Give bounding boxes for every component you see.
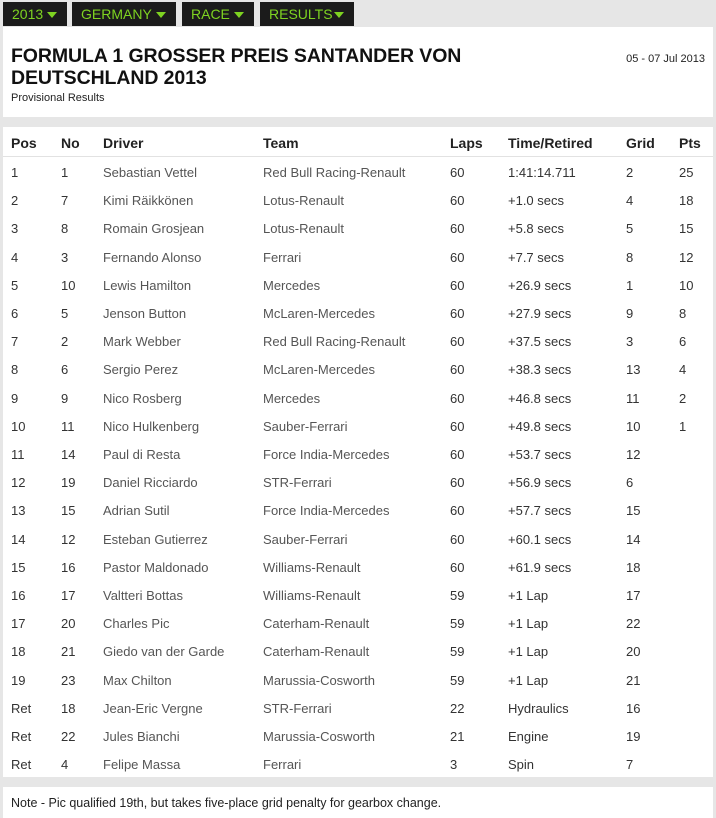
cell-laps: 3	[450, 757, 458, 773]
column-header-driver: Driver	[103, 135, 144, 151]
cell-pts: 10	[679, 277, 694, 293]
results-label: RESULTS	[269, 6, 333, 22]
cell-time: +1 Lap	[508, 672, 549, 688]
session-label: RACE	[191, 6, 230, 22]
cell-no: 19	[61, 475, 76, 491]
table-row	[3, 214, 713, 242]
table-row	[3, 158, 713, 186]
cell-pos: Ret	[11, 729, 32, 744]
cell-no: 4	[61, 757, 69, 773]
cell-laps: 60	[450, 447, 465, 462]
season-dropdown[interactable]	[3, 2, 67, 26]
page-title: FORMULA 1 GROSSER PREIS SANTANDER VON DEUTSCHLAND 2013	[11, 45, 462, 89]
cell-team: Caterham-Renault	[263, 616, 370, 632]
table-row	[3, 271, 713, 299]
cell-no: 6	[61, 362, 69, 378]
cell-laps: 59	[450, 588, 465, 603]
cell-team: McLaren-Mercedes	[263, 306, 375, 321]
cell-time: +26.9 secs	[508, 277, 572, 293]
cell-grid: 10	[626, 418, 641, 434]
cell-team: Red Bull Racing-Renault	[263, 334, 406, 350]
cell-grid: 11	[626, 390, 640, 406]
cell-team: Force India-Mercedes	[263, 503, 390, 519]
cell-laps: 59	[450, 644, 465, 660]
cell-pos: 13	[11, 503, 26, 519]
table-row	[3, 666, 713, 694]
cell-team: Ferrari	[263, 757, 302, 773]
cell-pos: 10	[11, 418, 26, 434]
cell-driver: Valtteri Bottas	[103, 588, 183, 603]
table-row	[3, 496, 713, 524]
table-row	[3, 355, 713, 383]
cell-time: +60.1 secs	[508, 531, 572, 547]
cell-pos: Ret	[11, 757, 32, 773]
session-dropdown[interactable]	[182, 2, 254, 26]
cell-laps: 60	[450, 362, 465, 378]
cell-grid: 9	[626, 306, 634, 321]
cell-driver: Sebastian Vettel	[103, 165, 197, 180]
cell-pos: 16	[11, 588, 26, 603]
cell-pts: 8	[679, 306, 687, 321]
footnote	[3, 787, 713, 818]
cell-laps: 60	[450, 165, 465, 180]
cell-laps: 60	[450, 390, 465, 406]
cell-team: Marussia-Cosworth	[263, 729, 375, 744]
cell-pos: 8	[11, 362, 19, 378]
table-row	[3, 525, 713, 553]
cell-pos: 14	[11, 531, 26, 547]
cell-laps: 21	[450, 729, 465, 744]
cell-time: +1 Lap	[508, 588, 549, 603]
cell-pts: 6	[679, 334, 687, 350]
cell-grid: 5	[626, 221, 634, 237]
cell-time: Hydraulics	[508, 700, 569, 716]
cell-grid: 4	[626, 193, 634, 209]
cell-driver: Mark Webber	[103, 334, 181, 350]
cell-no: 5	[61, 306, 69, 321]
cell-team: McLaren-Mercedes	[263, 362, 375, 378]
table-row	[3, 412, 713, 440]
cell-grid: 6	[626, 475, 634, 491]
cell-laps: 59	[450, 616, 465, 632]
cell-no: 22	[61, 729, 76, 744]
cell-grid: 22	[626, 616, 641, 632]
column-header-laps: Laps	[450, 135, 483, 151]
cell-team: Williams-Renault	[263, 559, 361, 575]
footnote-text: Note - Pic qualified 19th, but takes five-place grid penalty for gearbox change.	[11, 796, 442, 810]
cell-pts: 2	[679, 390, 687, 406]
cell-no: 18	[61, 700, 76, 716]
cell-no: 11	[61, 418, 75, 434]
cell-laps: 60	[450, 559, 465, 575]
cell-laps: 60	[450, 475, 465, 491]
table-row	[3, 694, 713, 722]
cell-pos: 4	[11, 249, 19, 265]
cell-laps: 60	[450, 531, 465, 547]
cell-no: 15	[61, 503, 76, 519]
cell-pos: 12	[11, 475, 26, 491]
cell-pos: 7	[11, 334, 19, 350]
cell-driver: Nico Rosberg	[103, 390, 182, 406]
column-header-pts: Pts	[679, 135, 701, 151]
chevron-down-icon	[47, 12, 57, 18]
table-row	[3, 553, 713, 581]
column-header-team: Team	[263, 135, 299, 151]
cell-team: Force India-Mercedes	[263, 447, 390, 462]
page-header	[3, 27, 713, 117]
column-header-no: No	[61, 135, 80, 151]
cell-pts: 15	[679, 221, 694, 237]
cell-grid: 13	[626, 362, 641, 378]
cell-time: +7.7 secs	[508, 249, 565, 265]
cell-team: Ferrari	[263, 249, 302, 265]
results-table	[3, 127, 713, 777]
cell-laps: 60	[450, 306, 465, 321]
table-row	[3, 384, 713, 412]
cell-grid: 3	[626, 334, 634, 350]
cell-pos: 11	[11, 447, 25, 462]
cell-pos: 6	[11, 306, 19, 321]
cell-time: +1 Lap	[508, 616, 549, 632]
column-header-grid: Grid	[626, 135, 655, 151]
cell-time: +1 Lap	[508, 644, 549, 660]
cell-grid: 18	[626, 559, 641, 575]
cell-pos: Ret	[11, 700, 32, 716]
cell-time: +1.0 secs	[508, 193, 565, 209]
cell-no: 10	[61, 277, 76, 293]
cell-driver: Jules Bianchi	[103, 729, 180, 744]
top-navigation	[0, 0, 716, 27]
cell-grid: 21	[626, 672, 641, 688]
cell-grid: 12	[626, 447, 641, 462]
cell-time: +57.7 secs	[508, 503, 572, 519]
cell-laps: 60	[450, 249, 465, 265]
table-row	[3, 186, 713, 214]
cell-no: 17	[61, 588, 76, 603]
column-header-time: Time/Retired	[508, 135, 593, 151]
table-row	[3, 609, 713, 637]
cell-team: Caterham-Renault	[263, 644, 370, 660]
cell-no: 3	[61, 249, 69, 265]
cell-team: Lotus-Renault	[263, 221, 344, 237]
chevron-down-icon	[234, 12, 244, 18]
cell-no: 20	[61, 616, 76, 632]
cell-driver: Adrian Sutil	[103, 503, 170, 519]
cell-team: Marussia-Cosworth	[263, 672, 375, 688]
cell-driver: Romain Grosjean	[103, 221, 205, 237]
cell-team: Mercedes	[263, 277, 321, 293]
cell-time: +38.3 secs	[508, 362, 572, 378]
cell-driver: Esteban Gutierrez	[103, 531, 208, 547]
table-row	[3, 750, 713, 778]
table-row	[3, 327, 713, 355]
cell-time: +53.7 secs	[508, 447, 572, 462]
cell-laps: 60	[450, 334, 465, 350]
cell-pts: 18	[679, 193, 694, 209]
cell-team: STR-Ferrari	[263, 475, 332, 491]
cell-no: 9	[61, 390, 69, 406]
cell-grid: 17	[626, 588, 641, 603]
table-row	[3, 637, 713, 665]
cell-pts: 25	[679, 165, 694, 180]
cell-laps: 60	[450, 418, 465, 434]
cell-team: Lotus-Renault	[263, 193, 344, 209]
table-row	[3, 299, 713, 327]
cell-grid: 7	[626, 757, 634, 773]
cell-grid: 15	[626, 503, 641, 519]
season-label: 2013	[12, 6, 44, 22]
cell-driver: Pastor Maldonado	[103, 559, 209, 575]
cell-pos: 2	[11, 193, 19, 209]
cell-pos: 1	[11, 165, 19, 180]
cell-laps: 60	[450, 221, 465, 237]
cell-no: 2	[61, 334, 69, 350]
cell-pos: 17	[11, 616, 26, 632]
cell-pts: 4	[679, 362, 687, 378]
cell-time: +61.9 secs	[508, 559, 572, 575]
cell-grid: 16	[626, 700, 641, 716]
cell-team: Sauber-Ferrari	[263, 531, 348, 547]
cell-driver: Jenson Button	[103, 306, 187, 321]
cell-driver: Sergio Perez	[103, 362, 179, 378]
cell-time: +27.9 secs	[508, 306, 572, 321]
results-dropdown[interactable]	[260, 2, 354, 26]
cell-pos: 5	[11, 277, 19, 293]
cell-pos: 15	[11, 559, 26, 575]
cell-driver: Lewis Hamilton	[103, 277, 192, 293]
table-row	[3, 468, 713, 496]
cell-time: +56.9 secs	[508, 475, 572, 491]
divider	[0, 117, 716, 127]
cell-no: 14	[61, 447, 76, 462]
grand-prix-dropdown[interactable]	[72, 2, 176, 26]
cell-pts: 1	[679, 418, 687, 434]
chevron-down-icon	[334, 12, 344, 18]
grand-prix-label: GERMANY	[81, 6, 152, 22]
cell-pos: 3	[11, 221, 19, 237]
table-row	[3, 581, 713, 609]
cell-time: +5.8 secs	[508, 221, 565, 237]
cell-pos: 9	[11, 390, 19, 406]
cell-driver: Giedo van der Garde	[103, 644, 225, 660]
cell-pos: 19	[11, 672, 26, 688]
table-row	[3, 440, 713, 468]
divider	[0, 777, 716, 787]
cell-grid: 1	[626, 277, 634, 293]
cell-no: 12	[61, 531, 76, 547]
cell-time: +49.8 secs	[508, 418, 572, 434]
column-header-pos: Pos	[11, 135, 37, 151]
cell-no: 16	[61, 559, 76, 575]
cell-time: 1:41:14.711	[508, 165, 576, 180]
cell-pos: 18	[11, 644, 26, 660]
cell-grid: 19	[626, 729, 641, 744]
cell-pts: 12	[679, 249, 694, 265]
event-dates: 05 - 07 Jul 2013	[626, 53, 705, 65]
cell-team: Mercedes	[263, 390, 321, 406]
cell-driver: Jean-Eric Vergne	[103, 700, 203, 716]
cell-grid: 2	[626, 165, 634, 180]
cell-team: Williams-Renault	[263, 588, 361, 603]
cell-grid: 14	[626, 531, 641, 547]
cell-team: Sauber-Ferrari	[263, 418, 348, 434]
cell-no: 8	[61, 221, 69, 237]
cell-grid: 8	[626, 249, 634, 265]
cell-team: STR-Ferrari	[263, 700, 332, 716]
cell-laps: 60	[450, 503, 465, 519]
cell-driver: Felipe Massa	[103, 757, 181, 773]
cell-time: Engine	[508, 729, 549, 744]
cell-no: 1	[61, 165, 69, 180]
cell-driver: Kimi Räikkönen	[103, 193, 194, 209]
cell-no: 23	[61, 672, 76, 688]
cell-grid: 20	[626, 644, 641, 660]
cell-no: 21	[61, 644, 76, 660]
cell-time: +46.8 secs	[508, 390, 572, 406]
cell-team: Red Bull Racing-Renault	[263, 165, 406, 180]
cell-driver: Paul di Resta	[103, 447, 181, 462]
table-header	[3, 127, 713, 157]
cell-driver: Daniel Ricciardo	[103, 475, 198, 491]
cell-time: +37.5 secs	[508, 334, 572, 350]
table-row	[3, 722, 713, 750]
cell-time: Spin	[508, 757, 535, 773]
cell-driver: Fernando Alonso	[103, 249, 202, 265]
cell-driver: Nico Hulkenberg	[103, 418, 200, 434]
chevron-down-icon	[156, 12, 166, 18]
page-subtitle: Provisional Results	[11, 92, 105, 104]
cell-laps: 60	[450, 277, 465, 293]
cell-driver: Max Chilton	[103, 672, 172, 688]
cell-laps: 59	[450, 672, 465, 688]
cell-laps: 22	[450, 700, 465, 716]
cell-driver: Charles Pic	[103, 616, 170, 632]
cell-no: 7	[61, 193, 69, 209]
table-row	[3, 243, 713, 271]
cell-laps: 60	[450, 193, 465, 209]
